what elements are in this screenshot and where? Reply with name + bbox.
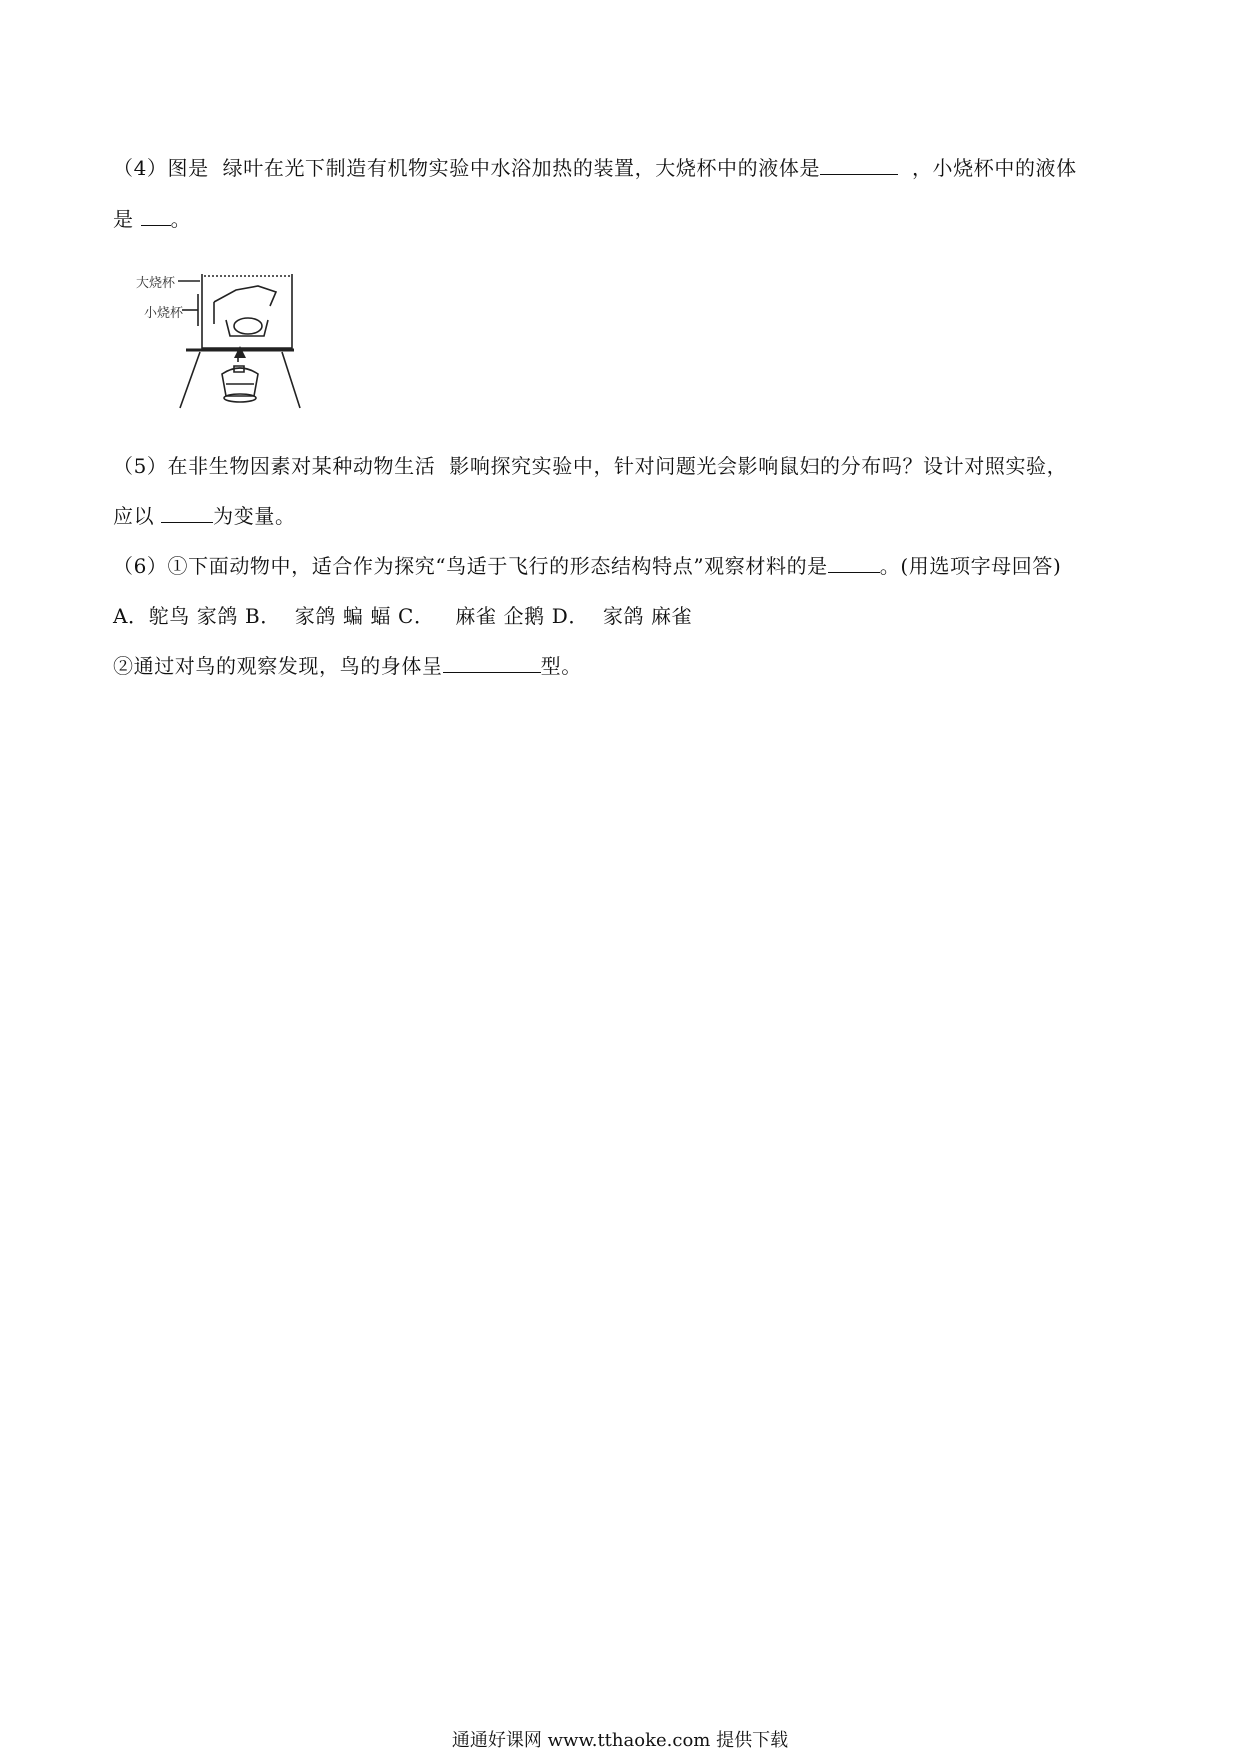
q6-blank-choice <box>828 554 880 573</box>
q5-text-a: （5）在非生物因素对某种动物生活 影响探究实验中，针对问题光会影响鼠妇的分布吗？设计对照实验， <box>113 454 1068 478</box>
q5-text-b: 应以 <box>113 504 162 528</box>
q4-blank-small-beaker <box>141 207 171 226</box>
q4-text-c: 是 <box>113 207 141 231</box>
q6-text-a: （6）①下面动物中，适合作为探究“鸟适于飞行的形态结构特点”观察材料的是 <box>113 554 828 578</box>
q4-text-d: 。 <box>170 207 192 231</box>
q6-line1 <box>113 553 1061 579</box>
q6-text-d: 型。 <box>540 654 582 678</box>
q5-text-c: 为变量。 <box>213 504 296 528</box>
q5-line2 <box>113 503 296 529</box>
q6-blank-shape <box>443 654 541 673</box>
q5-blank-variable <box>161 504 213 523</box>
q6-line3 <box>113 653 582 679</box>
apparatus-drawing <box>130 262 315 422</box>
q6-text-c: ②通过对鸟的观察发现，鸟的身体呈 <box>113 654 443 678</box>
q6-text-b: 。(用选项字母回答) <box>879 554 1062 578</box>
q4-text-b: ，小烧杯中的液体 <box>898 156 1077 180</box>
q5-line1 <box>113 453 1067 479</box>
q6-options: A．鸵鸟 家鸽 B． 家鸽 蝙 蝠 C． 麻雀 企鹅 D． 家鸽 麻雀 <box>113 604 693 628</box>
label-big-beaker: 大烧杯 <box>136 276 176 291</box>
label-small-beaker: 小烧杯 <box>144 306 184 321</box>
q4-blank-big-beaker <box>820 156 898 175</box>
q4-line1 <box>113 155 1077 181</box>
page-footer: 通通好课网 www.tthaoke.com 提供下载 <box>451 1730 789 1751</box>
water-bath-apparatus-figure <box>130 262 315 422</box>
q4-text-a: （4）图是 绿叶在光下制造有机物实验中水浴加热的装置，大烧杯中的液体是 <box>113 156 821 180</box>
q4-line2 <box>113 206 191 232</box>
